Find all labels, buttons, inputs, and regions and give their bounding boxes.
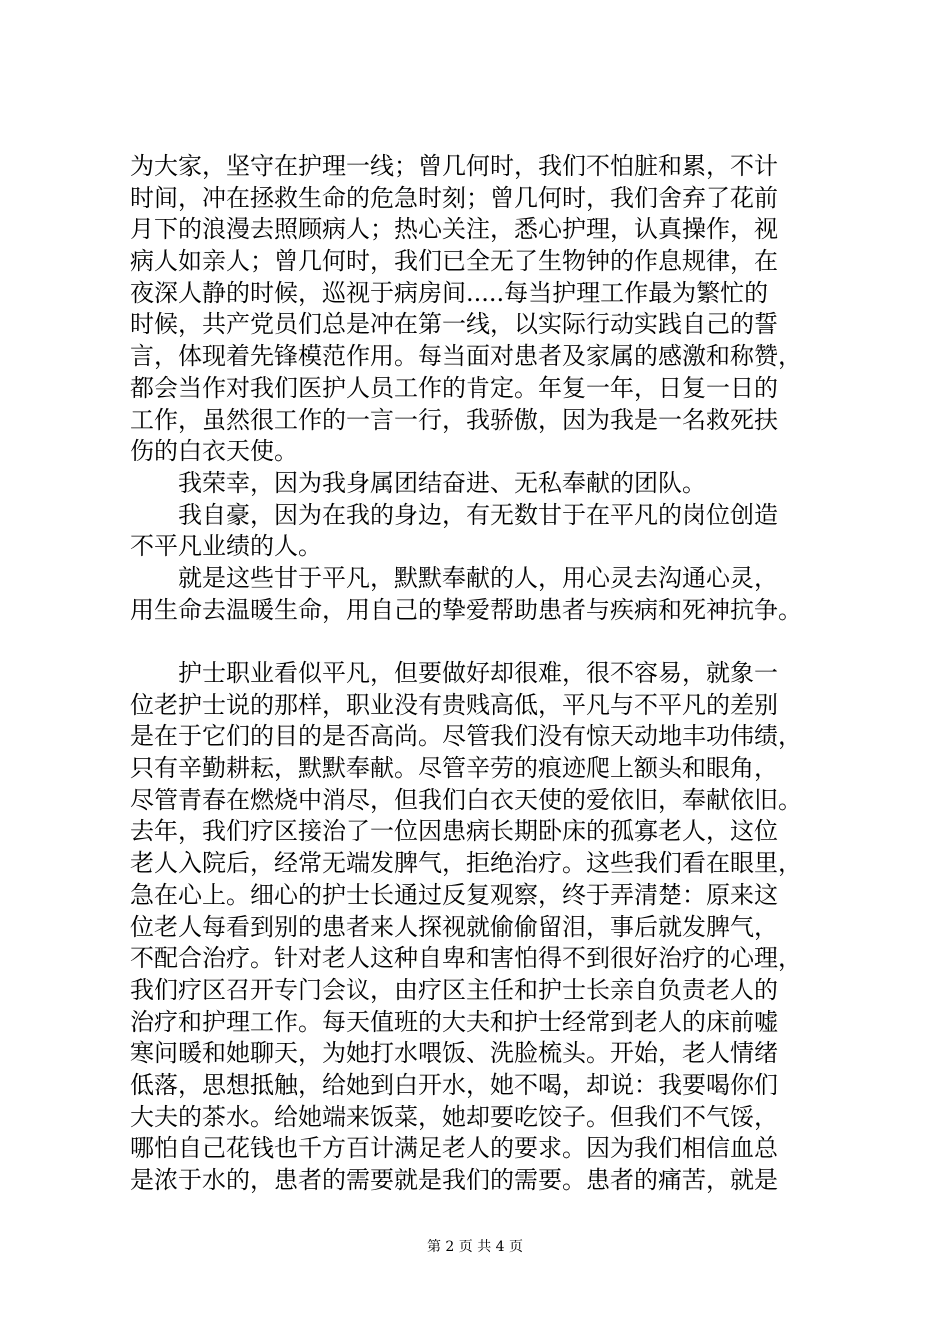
paragraph-gap [130,626,850,658]
text-line: 病人如亲人；曾几何时，我们已全无了生物钟的作息规律，在 [130,247,778,276]
text-line: 月下的浪漫去照顾病人；热心关注，悉心护理，认真操作，视 [130,215,778,244]
page-number-footer: 第 2 页 共 4 页 [426,1239,524,1255]
text-line: 是在于它们的目的是否高尚。尽管我们没有惊天动地丰功伟绩， [130,722,802,751]
text-line: 我自豪，因为在我的身边，有无数甘于在平凡的岗位创造 [130,500,778,529]
text-line: 时候，共产党员们总是冲在第一线，以实际行动实践自己的誓 [130,310,778,339]
text-line: 大夫的茶水。给她端来饭菜，她却要吃饺子。但我们不气馁， [130,1102,778,1131]
text-line: 工作，虽然很工作的一言一行，我骄傲，因为我是一名救死扶 [130,405,778,434]
text-line: 哪怕自己花钱也千方百计满足老人的要求。因为我们相信血总 [130,1134,778,1163]
text-line: 护士职业看似平凡，但要做好却很难，很不容易，就象一 [130,659,778,687]
text-line: 只有辛勤耕耘，默默奉献。尽管辛劳的痕迹爬上额头和眼角， [130,754,778,783]
text-line: 都会当作对我们医护人员工作的肯定。年复一年，日复一日的 [130,373,778,402]
text-line: 时间，冲在拯救生命的危急时刻；曾几何时，我们舍弃了花前 [130,183,778,212]
text-line: 言，体现着先锋模范作用。每当面对患者及家属的感激和称赞， [130,342,802,371]
text-line: 位老人每看到别的患者来人探视就偷偷留泪，事后就发脾气， [130,912,778,941]
text-line: 寒问暖和她聊天，为她打水喂饭、洗脸梳头。开始，老人情绪 [130,1039,778,1068]
text-line: 位老护士说的那样，职业没有贵贱高低，平凡与不平凡的差别 [130,690,778,719]
text-line: 去年，我们疗区接治了一位因患病长期卧床的孤寡老人，这位 [130,817,778,846]
text-line: 用生命去温暖生命，用自己的挚爱帮助患者与疾病和死神抗争。 [130,595,802,624]
text-line: 伤的白衣天使。 [130,437,298,466]
text-line: 治疗和护理工作。每天值班的大夫和护士经常到老人的床前嘘 [130,1007,778,1036]
text-line: 尽管青春在燃烧中消尽，但我们白衣天使的爱依旧，奉献依旧。 [130,785,802,814]
text-line: 老人入院后，经常无端发脾气，拒绝治疗。这些我们看在眼里， [130,849,802,878]
text-line: 为大家，坚守在护理一线；曾几何时，我们不怕脏和累，不计 [130,152,778,180]
text-line: 急在心上。细心的护士长通过反复观察，终于弄清楚：原来这 [130,880,778,909]
text-line: 我荣幸，因为我身属团结奋进、无私奉献的团队。 [130,468,706,497]
text-line: 是浓于水的，患者的需要就是我们的需要。患者的痛苦，就是 [130,1166,778,1194]
text-line: 不配合治疗。针对老人这种自卑和害怕得不到很好治疗的心理， [130,944,802,973]
text-line: 夜深人静的时候，巡视于病房间.....每当护理工作最为繁忙的 [130,278,769,307]
body-text [130,151,850,1197]
text-line: 我们疗区召开专门会议，由疗区主任和护士长亲自负责老人的 [130,975,778,1004]
text-line: 低落，思想抵触，给她到白开水，她不喝，却说：我要喝你们 [130,1070,778,1099]
text-line: 不平凡业绩的人。 [130,532,322,561]
text-line: 就是这些甘于平凡，默默奉献的人，用心灵去沟通心灵， [130,563,778,592]
